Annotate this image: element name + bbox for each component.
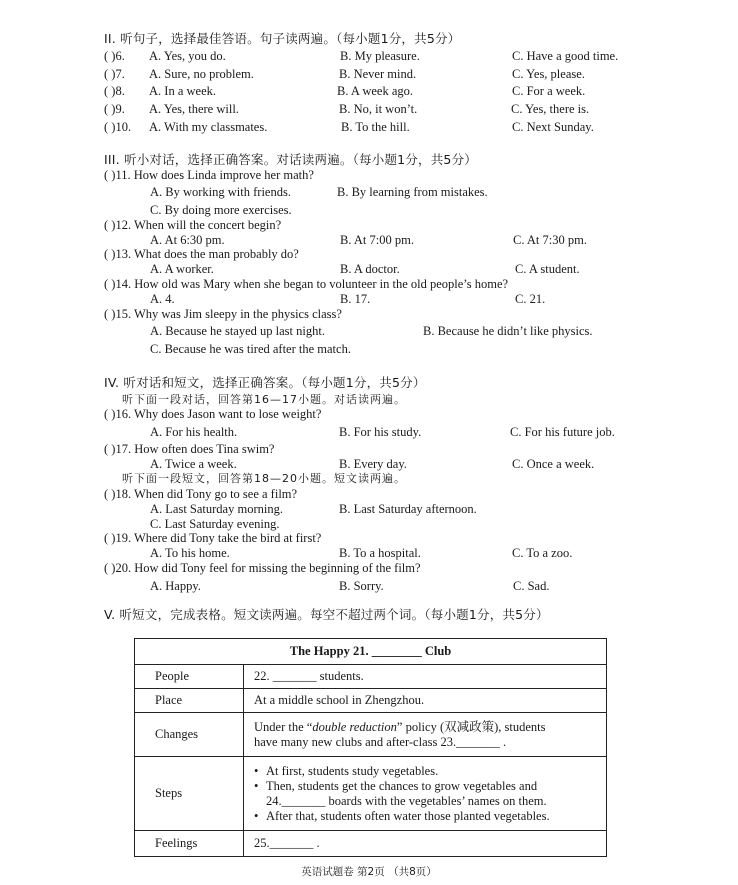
- q17-option-b: B. Every day.: [339, 457, 407, 471]
- q18-stem: ( )18. When did Tony go to see a film?: [104, 487, 298, 501]
- q7-option-a: A. Sure, no problem.: [149, 67, 254, 81]
- steps-item-2: • Then, students get the chances to grow vegetables and: [254, 778, 538, 793]
- changes-text-pre: Under the “: [254, 719, 313, 734]
- q12-option-b: B. At 7:00 pm.: [340, 233, 414, 247]
- q8-option-b: B. A week ago.: [337, 84, 414, 98]
- q9-option-c: C. Yes, there is.: [511, 102, 590, 116]
- q20-option-b: B. Sorry.: [339, 579, 384, 593]
- changes-value: [244, 713, 607, 757]
- q19-option-c: C. To a zoo.: [512, 546, 573, 560]
- club-table-title: The Happy 21. ________ Club: [135, 639, 607, 665]
- q14-option-c: C. 21.: [515, 292, 546, 306]
- steps-item-3-text: After that, students often water those planted vegetables.: [266, 808, 550, 823]
- q20-stem: ( )20. How did Tony feel for missing the beginning of the film?: [104, 561, 421, 575]
- q19-stem: ( )19. Where did Tony take the bird at first?: [104, 531, 322, 545]
- q6-option-b: B. My pleasure.: [340, 49, 420, 63]
- section-5-heading: V. 听短文，完成表格。短文读两遍。每空不超过两个词。（每小题1分，共5分）: [104, 607, 549, 622]
- q7-option-c: C. Yes, please.: [512, 67, 585, 81]
- section-3-heading: III. 听小对话，选择正确答案。对话读两遍。（每小题1分，共5分）: [104, 152, 477, 167]
- steps-item-1-text: At first, students study vegetables.: [266, 763, 439, 778]
- steps-label: Steps: [135, 757, 244, 831]
- changes-label: Changes: [135, 713, 244, 757]
- q14-stem: ( )14. How old was Mary when she began to volunteer in the old people’s home?: [104, 277, 509, 291]
- q10-number: ( )10.: [104, 120, 132, 134]
- q10-option-c: C. Next Sunday.: [512, 120, 594, 134]
- q16-stem: ( )16. Why does Jason want to lose weight?: [104, 407, 322, 421]
- q20-option-a: A. Happy.: [150, 579, 201, 593]
- section-4-note-dialogue: 听下面一段对话，回答第16—17小题。对话读两遍。: [122, 393, 406, 406]
- q12-option-a: A. At 6:30 pm.: [150, 233, 225, 247]
- q13-stem: ( )13. What does the man probably do?: [104, 247, 299, 261]
- q10-option-a: A. With my classmates.: [149, 120, 268, 134]
- q14-option-a: A. 4.: [150, 292, 175, 306]
- q9-option-b: B. No, it won’t.: [339, 102, 418, 116]
- q11-option-b: B. By learning from mistakes.: [337, 185, 488, 199]
- q18-option-a: A. Last Saturday morning.: [150, 502, 283, 516]
- section-4-heading: IV. 听对话和短文，选择正确答案。（每小题1分，共5分）: [104, 375, 426, 390]
- changes-text-line2: have many new clubs and after-class 23._______ .: [254, 734, 507, 749]
- section-2-heading: II. 听句子，选择最佳答语。句子读两遍。（每小题1分，共5分）: [104, 31, 461, 46]
- q8-option-c: C. For a week.: [512, 84, 586, 98]
- steps-list: [254, 764, 606, 824]
- page-footer: 英语试题卷 第2页 （共8页）: [301, 866, 437, 878]
- q12-stem: ( )12. When will the concert begin?: [104, 218, 282, 232]
- q11-stem: ( )11. How does Linda improve her math?: [104, 168, 314, 182]
- place-label: Place: [135, 689, 244, 713]
- q6-option-a: A. Yes, you do.: [149, 49, 226, 63]
- q10-option-b: B. To the hill.: [341, 120, 410, 134]
- q7-number: ( )7.: [104, 67, 125, 81]
- q15-stem: ( )15. Why was Jim sleepy in the physics class?: [104, 307, 342, 321]
- changes-text-italic: double reduction: [312, 719, 397, 734]
- q14-option-b: B. 17.: [340, 292, 371, 306]
- q9-number: ( )9.: [104, 102, 125, 116]
- q13-option-a: A. A worker.: [150, 262, 214, 276]
- q6-option-c: C. Have a good time.: [512, 49, 619, 63]
- q11-option-a: A. By working with friends.: [150, 185, 291, 199]
- q7-option-b: B. Never mind.: [339, 67, 417, 81]
- q20-option-c: C. Sad.: [513, 579, 550, 593]
- q16-option-c: C. For his future job.: [510, 425, 615, 439]
- q16-option-a: A. For his health.: [150, 425, 238, 439]
- feelings-label: Feelings: [135, 831, 244, 857]
- people-value: 22. _______ students.: [244, 665, 607, 689]
- steps-item-2-text-b: 24._______ boards with the vegetables’ names on them.: [266, 793, 547, 808]
- q12-option-c: C. At 7:30 pm.: [513, 233, 587, 247]
- changes-text-post: ” policy (双减政策), students: [396, 719, 546, 734]
- q19-option-b: B. To a hospital.: [339, 546, 421, 560]
- q19-option-a: A. To his home.: [150, 546, 230, 560]
- q13-option-b: B. A doctor.: [340, 262, 400, 276]
- club-table: [134, 638, 607, 857]
- steps-item-2-cont: [254, 794, 606, 809]
- q9-option-a: A. Yes, there will.: [149, 102, 239, 116]
- q16-option-b: B. For his study.: [339, 425, 422, 439]
- steps-value: [244, 757, 607, 831]
- q11-option-c: C. By doing more exercises.: [150, 203, 292, 217]
- section-4-note-passage: 听下面一段短文，回答第18—20小题。短文读两遍。: [122, 472, 406, 485]
- q17-option-a: A. Twice a week.: [150, 457, 237, 471]
- q17-stem: ( )17. How often does Tina swim?: [104, 442, 275, 456]
- q8-option-a: A. In a week.: [149, 84, 216, 98]
- steps-item-2-text-a: Then, students get the chances to grow vegetables and: [266, 778, 538, 793]
- steps-item-3: • After that, students often water those planted vegetables.: [254, 808, 550, 823]
- q8-number: ( )8.: [104, 84, 125, 98]
- q15-option-c: C. Because he was tired after the match.: [150, 342, 351, 356]
- q17-option-c: C. Once a week.: [512, 457, 595, 471]
- place-value: At a middle school in Zhengzhou.: [244, 689, 607, 713]
- steps-item-1: • At first, students study vegetables.: [254, 763, 439, 778]
- q13-option-c: C. A student.: [515, 262, 580, 276]
- q18-option-c: C. Last Saturday evening.: [150, 517, 280, 531]
- q15-option-a: A. Because he stayed up last night.: [150, 324, 325, 338]
- q15-option-b: B. Because he didn’t like physics.: [423, 324, 593, 338]
- feelings-value: 25._______ .: [244, 831, 607, 857]
- q6-number: ( )6.: [104, 49, 125, 63]
- people-label: People: [135, 665, 244, 689]
- q18-option-b: B. Last Saturday afternoon.: [339, 502, 477, 516]
